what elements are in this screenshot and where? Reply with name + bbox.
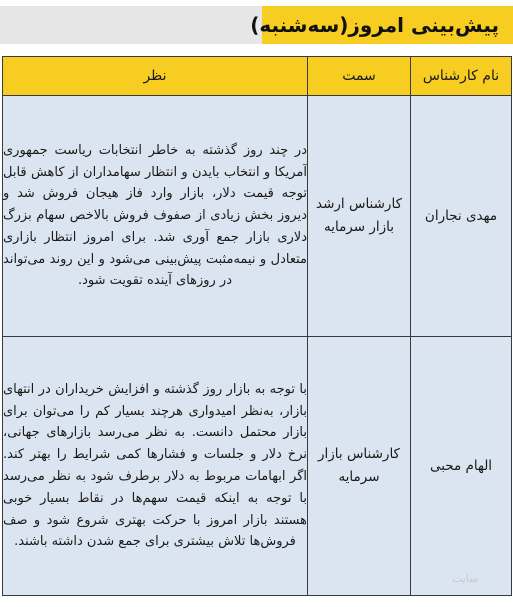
header-opinion: نظر — [3, 57, 308, 96]
table-header-row — [3, 57, 512, 96]
expert-name: الهام محبی — [411, 337, 512, 596]
forecast-table — [2, 56, 512, 596]
title-bar-gray-band — [0, 6, 262, 44]
watermark-logo: سایت — [452, 572, 479, 585]
page-title: پیش‌بینی امروز(سه‌شنبه) — [250, 13, 499, 37]
expert-opinion: با توجه به بازار روز گذشته و افزایش خریداران در انتهای بازار، به‌نظر امیدواری هرچند بسیار کم را می‌توان برای بازار محتمل دانست. به نظر می‌رسد بازارهای جهانی، نرخ دلار و جلسات و فشارها کمی شرایط را بهتر کند. اگر ابهامات مربوط به دلار برطرف شود به نظر می‌رسد با توجه به اینکه قیمت سهم‌ها در نقاط بسیار خوبی هستند بازار امروز با حرکت بهتری شروع شود و صف فروش‌ها تلاش بیشتری برای جمع شدن داشته باشند. — [3, 337, 308, 596]
table-row — [3, 337, 512, 596]
header-expert: نام کارشناس — [411, 57, 512, 96]
table-row — [3, 96, 512, 337]
expert-opinion: در چند روز گذشته به خاطر انتخابات ریاست جمهوری آمریکا و انتخاب بایدن و انتظار سهامداران از کاهش قابل توجه قیمت دلار، بازار وارد فاز هیجان فروش شد و دیروز بخش زیادی از صفوف فروش بالاخص سهام بزرگ دلاری بازار جمع آوری شد. برای امروز انتظار بازاری متعادل و نیمه‌مثبت پیش‌بینی می‌شود و این روند می‌تواند در روزهای آینده تقویت شود. — [3, 96, 308, 337]
expert-position: کارشناس بازار سرمایه — [308, 337, 411, 596]
expert-position: کارشناس ارشد بازار سرمایه — [308, 96, 411, 337]
title-bar — [0, 0, 513, 48]
header-position: سمت — [308, 57, 411, 96]
expert-name: مهدی نجاران — [411, 96, 512, 337]
